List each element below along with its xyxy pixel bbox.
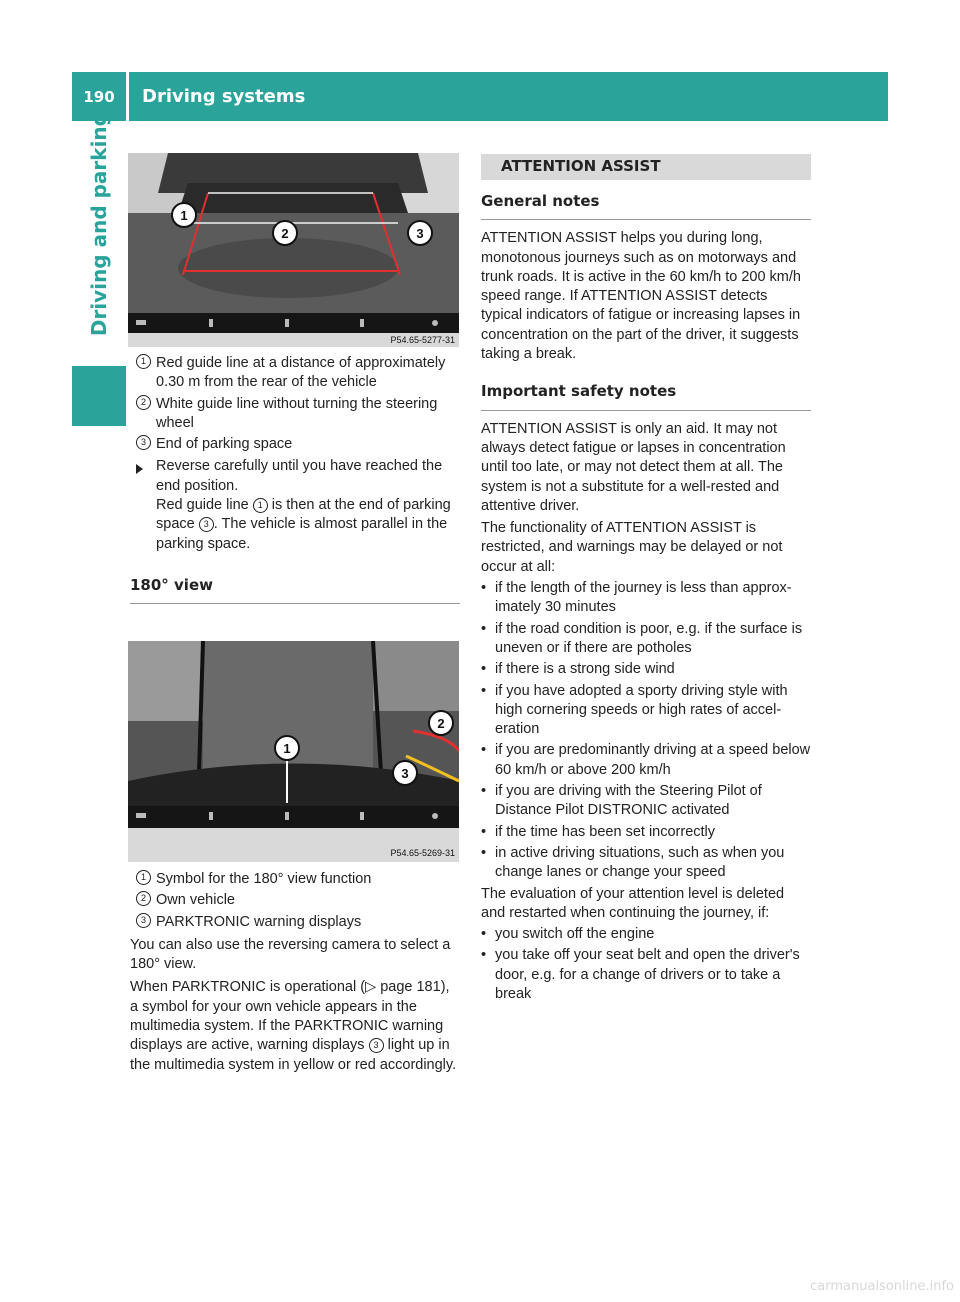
callout-number: 3: [136, 435, 151, 450]
page-title: Driving systems: [142, 86, 306, 107]
list-item: • if you are predominantly driving at a speed below 60 km/h or above 200 km/h: [481, 742, 811, 778]
left-column-lower: [130, 870, 460, 1075]
legend-text: White guide line without turning the steering wheel: [156, 395, 438, 431]
callout-number: 2: [136, 395, 151, 410]
legend-item: [130, 435, 460, 454]
header-divider: [126, 72, 129, 121]
svg-text:1: 1: [283, 741, 291, 756]
step-text-detail: Red guide line 1 is then at the end of parking space 3 . The vehicle is almost parallel in the parking space.: [156, 497, 451, 552]
list-item: • if you are driving with the Steering Pilot of Distance Pilot DISTRONIC activated: [481, 783, 762, 819]
section-rule: [481, 410, 811, 411]
figure-code: P54.65-5277-31: [390, 335, 455, 345]
callout-number: 3: [136, 913, 151, 928]
paragraph: The evaluation of your attention level is deleted and restarted when continuing the journey, if:: [481, 885, 785, 921]
section-rule: [481, 219, 811, 220]
evaluation-list: [481, 925, 811, 1004]
callout-number: 2: [136, 891, 151, 906]
side-tab: [72, 111, 126, 336]
list-item: • if there is a strong side wind: [481, 661, 675, 678]
svg-text:3: 3: [416, 226, 424, 241]
restriction-list: [481, 579, 811, 882]
callout-2-icon: [273, 221, 297, 245]
paragraph: ATTENTION ASSIST is only an aid. It may not always detect fatigue or lapses in concentration until too late, or may not detect them at all. The system is not a substitute for a well-rested and attentive driver.: [481, 420, 786, 514]
legend-text: PARKTRONIC warning displays: [156, 913, 362, 930]
side-tab-label: Driving and parking: [87, 111, 111, 336]
paragraph: ATTENTION ASSIST helps you during long, monotonous journeys such as on motorways and trunk roads. It is active in the 60 km/h to 200 km/h speed range. If ATTENTION ASSIST detects typical indicators of fatigue or increasing lapses in concentration on the part of the driver, it suggests taking a break.: [481, 230, 801, 363]
legend-text: End of parking space: [156, 436, 293, 453]
callout-3-icon: [408, 221, 432, 245]
section-title: 180° view: [130, 575, 213, 594]
legend-text: Red guide line at a distance of approximately 0.30 m from the rear of the vehicle: [156, 355, 446, 391]
figure-code: P54.65-5269-31: [390, 848, 455, 858]
list-item: • in active driving situations, such as when you change lanes or change your speed: [481, 844, 785, 881]
instruction-step: [130, 457, 460, 553]
callout-1-icon: [275, 736, 299, 760]
svg-text:2: 2: [281, 226, 289, 241]
paragraph: You can also use the reversing camera to select a 180° view.: [130, 936, 451, 973]
paragraph: The functionality of ATTENTION ASSIST is restricted, and warnings may be delayed or not occur at all:: [481, 520, 783, 575]
legend-text: Own vehicle: [156, 892, 235, 909]
rear-camera-figure: [128, 153, 459, 347]
legend-item: [130, 913, 460, 932]
legend-text: Symbol for the 180° view function: [156, 871, 372, 887]
list-item: • if the length of the journey is less than approximately 30 minutes: [481, 580, 792, 616]
paragraph: When PARKTRONIC is operational (▷ page 181), a symbol for your own vehicle appears in the multimedia system. If the PARKTRONIC warning displays are active, warning displays 3 light up in the multimedia system in yellow or red accordingly.: [130, 979, 457, 1073]
right-column: [481, 154, 811, 1004]
callout-3-icon: [393, 761, 417, 785]
callout-number: 1: [136, 870, 151, 885]
svg-text:3: 3: [401, 766, 409, 781]
list-item: • you take off your seat belt and open the driver's door, e.g. for a change of drivers or to take a break: [481, 947, 800, 1002]
list-item: • if the road condition is poor, e.g. if the surface is uneven or if there are potholes: [481, 620, 803, 656]
subsection-title: General notes: [481, 192, 600, 210]
legend-item: [130, 354, 460, 393]
list-item: • if you have adopted a sporty driving style with high cornering speeds or high rates of acceleration: [481, 682, 788, 738]
callout-number: 1: [136, 354, 151, 369]
section-rule: [130, 603, 460, 604]
callout-1-icon: [172, 203, 196, 227]
callout-2-icon: [429, 711, 453, 735]
page-number: 190: [83, 87, 115, 106]
svg-text:2: 2: [437, 716, 445, 731]
left-column: [130, 354, 460, 604]
180-view-figure: [128, 641, 459, 862]
subsection-title: Important safety notes: [481, 382, 677, 401]
legend-item: [130, 891, 460, 910]
step-arrow-icon: [136, 461, 143, 480]
list-item: • if the time has been set incorrectly: [481, 823, 716, 840]
svg-text:1: 1: [180, 208, 188, 223]
watermark: carmanualsonline.info: [810, 1279, 954, 1294]
legend-item: [130, 395, 460, 434]
page-reference-link[interactable]: ▷ page 181: [365, 979, 441, 996]
list-item: • you switch off the engine: [481, 926, 655, 943]
section-180-heading: [130, 576, 460, 604]
section-banner: ATTENTION ASSIST: [481, 154, 811, 180]
step-text: Reverse carefully until you have reached the end position.: [156, 458, 443, 494]
legend-item: [130, 870, 460, 889]
side-tab-block: [72, 366, 126, 426]
